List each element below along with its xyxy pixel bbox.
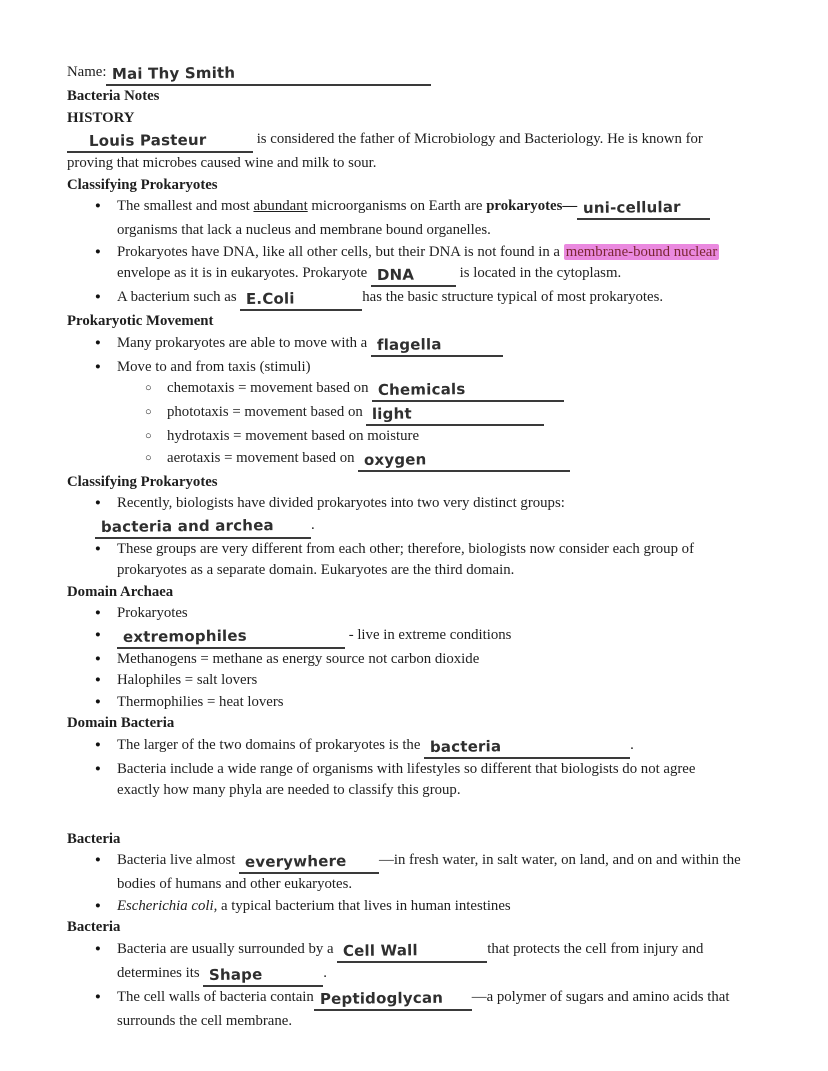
bullet-icon: ●	[95, 739, 101, 750]
circle-bullet-icon: ○	[145, 406, 152, 418]
bullet-icon: ●	[95, 543, 101, 554]
text-segment: A bacterium such as	[117, 289, 241, 305]
list-item	[67, 625, 802, 649]
list-item-content	[117, 198, 710, 238]
list-item-content	[117, 651, 479, 667]
movement-heading: Prokaryotic Movement	[67, 313, 214, 329]
handwritten-answer: Shape	[209, 964, 263, 984]
circle-bullet-icon: ○	[145, 451, 152, 464]
fill-in-blank	[371, 267, 456, 287]
list-item-content	[117, 761, 695, 799]
list-item	[67, 493, 802, 539]
bullet-icon: ●	[95, 498, 101, 508]
bullet-icon: ●	[95, 361, 101, 372]
list-item	[67, 939, 802, 987]
text-segment: Bacteria are usually surrounded by a	[117, 940, 338, 957]
fill-in-blank	[95, 515, 311, 539]
text-segment: is considered the father of Microbiology and Bacteriology. He is known for	[253, 131, 703, 147]
domain-bacteria-heading: Domain Bacteria	[67, 715, 175, 731]
underlined-word: abundant	[253, 198, 308, 214]
fill-in-blank	[314, 988, 472, 1011]
history-heading: HISTORY	[67, 109, 135, 126]
list-item-content	[167, 449, 570, 469]
text-segment: Many prokaryotes are able to move with a	[117, 334, 371, 351]
sub-list-item	[67, 402, 802, 426]
list-item-content	[117, 940, 704, 984]
text-segment: that protects the cell from injury and	[487, 940, 704, 957]
bullet-icon: ●	[95, 629, 101, 640]
text-segment: chemotaxis = movement based on	[167, 380, 373, 396]
circle-bullet-icon: ○	[145, 430, 152, 442]
handwritten-answer: extremophiles	[122, 626, 247, 646]
handwritten-answer: oxygen	[364, 449, 427, 469]
list-item	[67, 649, 802, 671]
list-item	[67, 287, 802, 311]
text-segment: a typical bacterium that lives in human intestines	[217, 897, 511, 914]
fill-in-blank	[117, 626, 345, 649]
sub-list-item	[67, 448, 802, 472]
text-segment: surrounds the cell membrane.	[117, 1012, 293, 1029]
list-item-content	[117, 694, 284, 710]
name-line	[67, 62, 802, 86]
text-segment: Halophiles = salt lovers	[117, 672, 258, 688]
name-label: Name:	[67, 64, 107, 80]
list-item	[67, 692, 802, 714]
vertical-gap	[67, 802, 802, 829]
bullet-icon: ●	[95, 337, 101, 348]
list-item-content	[167, 428, 419, 444]
fill-in-blank	[372, 382, 564, 402]
bacteria-heading-1: Bacteria	[67, 830, 121, 847]
handwritten-answer: bacteria	[429, 736, 502, 756]
list-item	[67, 896, 802, 918]
text-segment: prokaryotes as a separate domain. Eukaryotes are the third domain.	[117, 562, 515, 578]
list-item-content	[117, 736, 634, 756]
list-item	[67, 333, 802, 357]
list-item	[67, 987, 802, 1033]
list-item	[67, 735, 802, 759]
text-segment: Bacteria live almost	[117, 852, 240, 868]
handwritten-answer: everywhere	[244, 851, 347, 871]
italic-species-name: Escherichia coli,	[117, 897, 218, 914]
classifying-heading-1: Classifying Prokaryotes	[67, 176, 218, 193]
handwritten-answer: uni-cellular	[582, 197, 682, 217]
name-blank	[106, 63, 431, 86]
handwritten-answer: bacteria and archea	[100, 515, 274, 536]
text-segment: phototaxis = movement based on	[167, 404, 367, 420]
handwritten-answer: E.Coli	[246, 289, 296, 308]
text-segment: Thermophilies = heat lovers	[117, 693, 284, 710]
list-item-content	[117, 541, 694, 579]
list-item	[67, 196, 802, 242]
bullet-icon: ●	[95, 653, 101, 664]
text-segment: hydrotaxis = movement based on moisture	[167, 428, 420, 444]
text-segment: exactly how many phyla are needed to classify this group.	[117, 782, 461, 798]
list-item-content	[117, 244, 719, 282]
name-handwritten: Mai Thy Smith	[112, 63, 236, 83]
bullet-icon: ●	[95, 608, 101, 618]
circle-bullet-icon: ○	[145, 382, 152, 394]
fill-in-blank	[371, 334, 503, 357]
bullet-icon: ●	[95, 991, 101, 1002]
list-item-content	[167, 404, 544, 423]
list-item-content	[117, 672, 257, 688]
history-handwritten: Louis Pasteur	[88, 130, 207, 150]
bullet-icon: ●	[95, 201, 101, 211]
text-segment: Bacteria include a wide range of organisms with lifestyles so different that biologists do not agree	[117, 760, 696, 777]
fill-in-blank	[203, 964, 323, 987]
bold-word: prokaryotes	[486, 198, 563, 214]
bullet-icon: ●	[95, 900, 101, 911]
list-item-content	[117, 898, 511, 914]
handwritten-answer: DNA	[376, 265, 415, 284]
archaea-heading: Domain Archaea	[67, 583, 174, 600]
list-item-content	[117, 852, 741, 892]
highlighted-text: membrane-bound nuclear	[565, 243, 718, 260]
list-item	[67, 242, 802, 288]
fill-in-blank	[239, 851, 379, 874]
text-segment: Prokaryotes have DNA, like all other cells, but their DNA is not found in a	[117, 243, 564, 260]
text-segment: The cell walls of bacteria contain	[117, 988, 314, 1005]
list-item-content	[167, 380, 564, 399]
fill-in-blank	[424, 736, 630, 759]
text-segment: Recently, biologists have divided prokaryotes into two very distinct groups:	[117, 495, 565, 511]
list-item	[67, 603, 802, 625]
text-segment: .	[311, 516, 315, 533]
text-segment: microorganisms on Earth are	[307, 198, 487, 214]
bullet-icon: ●	[95, 292, 101, 302]
list-item	[67, 357, 802, 379]
fill-in-blank	[358, 449, 570, 472]
text-segment: —in fresh water, in salt water, on land, and on and within the	[379, 852, 741, 868]
dash-segment: —	[562, 198, 578, 214]
list-item-content	[117, 989, 729, 1029]
fill-in-blank	[240, 291, 362, 311]
handwritten-answer: light	[372, 404, 413, 423]
bullet-icon: ●	[95, 675, 101, 685]
text-segment: Prokaryotes	[117, 605, 188, 621]
sub-list-item	[67, 378, 802, 402]
history-paragraph	[67, 129, 802, 175]
text-segment: has the basic structure typical of most prokaryotes.	[362, 289, 664, 305]
list-item-content	[117, 289, 664, 308]
fill-in-blank	[366, 406, 544, 426]
fill-in-blank	[337, 940, 487, 963]
list-item	[67, 850, 802, 896]
text-segment: proving that microbes caused wine and milk to sour.	[67, 155, 377, 171]
text-segment: - live in extreme conditions	[345, 626, 512, 643]
bullet-icon: ●	[95, 855, 101, 865]
text-segment: —a polymer of sugars and amino acids that	[471, 988, 730, 1005]
text-segment: Move to and from taxis (stimuli)	[117, 358, 311, 375]
text-segment: .	[630, 736, 634, 753]
list-item-content	[117, 605, 188, 621]
bullet-icon: ●	[95, 943, 101, 954]
text-segment: is located in the cytoplasm.	[455, 265, 622, 281]
list-item-content	[117, 359, 311, 375]
bacteria-heading-2: Bacteria	[67, 919, 121, 935]
doc-title: Bacteria Notes	[67, 88, 160, 104]
handwritten-answer: Cell Wall	[343, 940, 419, 960]
fill-in-blank	[577, 197, 710, 220]
bullet-icon: ●	[95, 763, 101, 774]
handwritten-answer: Chemicals	[378, 380, 466, 399]
history-blank	[67, 130, 253, 153]
text-segment: The larger of the two domains of prokaryotes is the	[117, 736, 425, 753]
bullet-icon: ●	[95, 246, 101, 257]
sub-list-item	[67, 426, 802, 448]
handwritten-answer: flagella	[376, 334, 442, 354]
text-segment: These groups are very different from each other; therefore, biologists now consider each group of	[117, 540, 695, 557]
text-segment: The smallest and most	[117, 198, 254, 214]
text-segment: aerotaxis = movement based on	[167, 449, 359, 466]
bullet-icon: ●	[95, 696, 101, 707]
list-item-content	[117, 334, 503, 354]
text-segment: .	[323, 964, 327, 981]
list-item	[67, 670, 802, 692]
text-segment: Methanogens = methane as energy source not carbon dioxide	[117, 650, 480, 667]
list-item-content	[100, 495, 565, 536]
list-item	[67, 759, 802, 802]
list-item	[67, 539, 802, 582]
text-segment: bodies of humans and other eukaryotes.	[117, 876, 353, 892]
text-segment: determines its	[117, 964, 204, 981]
handwritten-answer: Peptidoglycan	[319, 988, 444, 1008]
text-segment: organisms that lack a nucleus and membrane bound organelles.	[117, 222, 491, 238]
list-item-content	[117, 626, 512, 646]
classifying-heading-2: Classifying Prokaryotes	[67, 473, 218, 490]
text-segment: envelope as it is in eukaryotes. Prokaryote	[117, 265, 371, 281]
